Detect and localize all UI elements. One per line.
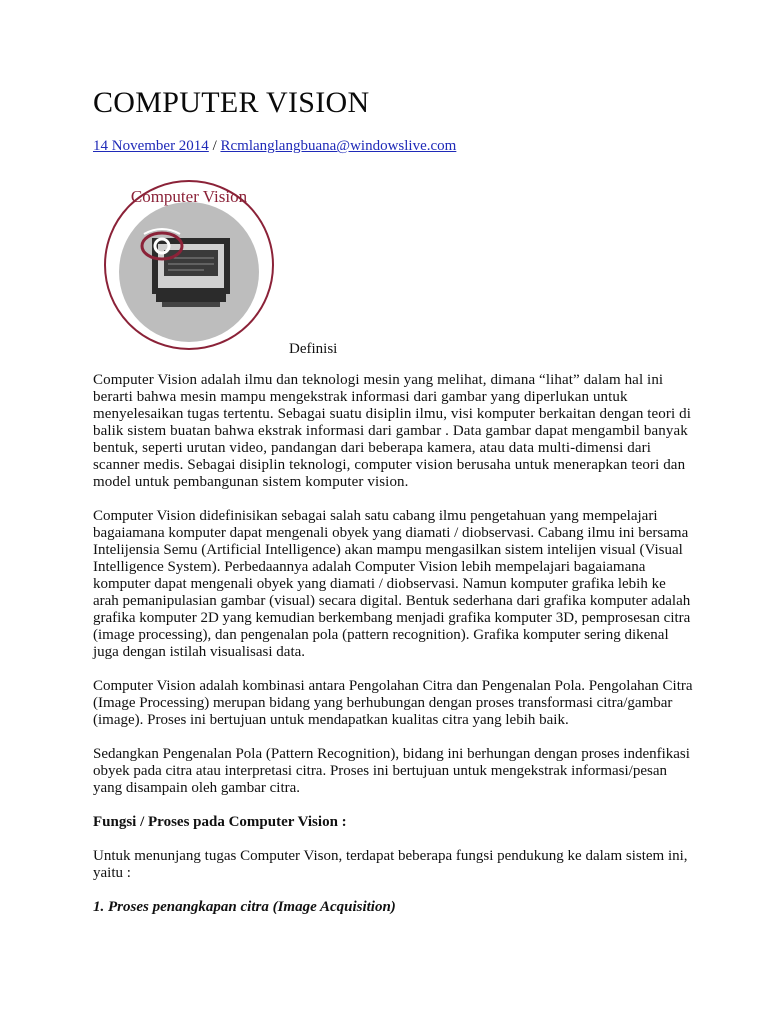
section-caption: Definisi — [289, 341, 338, 357]
subsection-heading: 1. Proses penangkapan citra (Image Acquisition) — [93, 899, 396, 915]
author-email-link[interactable]: Rcmlanglangbuana@windowslive.com — [220, 138, 457, 154]
figure-label: Computer Vision — [130, 187, 248, 206]
post-meta — [93, 138, 456, 155]
article-body — [93, 372, 693, 916]
page-title: COMPUTER VISION — [93, 86, 370, 119]
computer-eye-icon — [104, 180, 274, 350]
paragraph: Sedangkan Pengenalan Pola (Pattern Recognition), bidang ini berhungan dengan proses indenfikasi obyek pada citra atau interpretasi citra. Proses ini bertujuan untuk mengekstrak informasi/pesan yang disampain oleh gambar citra. — [93, 746, 690, 796]
paragraph: Computer Vision adalah kombinasi antara Pengolahan Citra dan Pengenalan Pola. Pengolahan Citra (Image Processing) merupan bidang yang berhubungan dengan proses transformasi citra/gambar (image). Proses ini bertujuan untuk mendapatkan kualitas citra yang lebih baik. — [93, 678, 693, 728]
date-link[interactable]: 14 November 2014 — [93, 138, 209, 154]
section-intro: Untuk menunjang tugas Computer Vison, terdapat beberapa fungsi pendukung ke dalam sistem ini, yaitu : — [93, 848, 688, 881]
computer-vision-figure — [104, 180, 274, 350]
meta-separator: / — [212, 138, 217, 154]
section-heading: Fungsi / Proses pada Computer Vision : — [93, 814, 347, 830]
paragraph: Computer Vision didefinisikan sebagai salah satu cabang ilmu pengetahuan yang mempelajari bagaiamana komputer dapat mengenali obyek yang diamati / diobservasi. Cabang ilmu ini bersama Intelijensia Semu (Artificial Intelligence) akan mampu mengasilkan sistem intelijen visual (Visual Intelligence System). Perbedaannya adalah Computer Vision lebih mempelajari bagaiamana komputer dapat mengenali obyek yang diamati / diobservasi. Namun komputer grafika lebih ke arah pemanipulasian gambar (visual) secara digital. Bentuk sederhana dari grafika komputer adalah grafika komputer 2D yang kemudian berkembang menjadi grafika komputer 3D, pemprosesan citra (image processing), dan pengenalan pola (pattern recognition). Grafika komputer sering dikenal juga dengan istilah visualisasi data. — [93, 508, 691, 660]
paragraph: Computer Vision adalah ilmu dan teknologi mesin yang melihat, dimana “lihat” dalam hal ini berarti bahwa mesin mampu mengekstrak informasi dari gambar yang diperlukan untuk menyelesaikan tugas tertentu. Sebagai suatu disiplin ilmu, visi komputer berkaitan dengan teori di balik sistem buatan bahwa ekstrak informasi dari gambar . Data gambar dapat mengambil banyak bentuk, seperti urutan video, pandangan dari beberapa kamera, atau data multi-dimensi dari scanner medis. Sebagai disiplin teknologi, computer vision berusaha untuk menerapkan teori dan model untuk pembangunan sistem komputer vision. — [93, 372, 691, 490]
